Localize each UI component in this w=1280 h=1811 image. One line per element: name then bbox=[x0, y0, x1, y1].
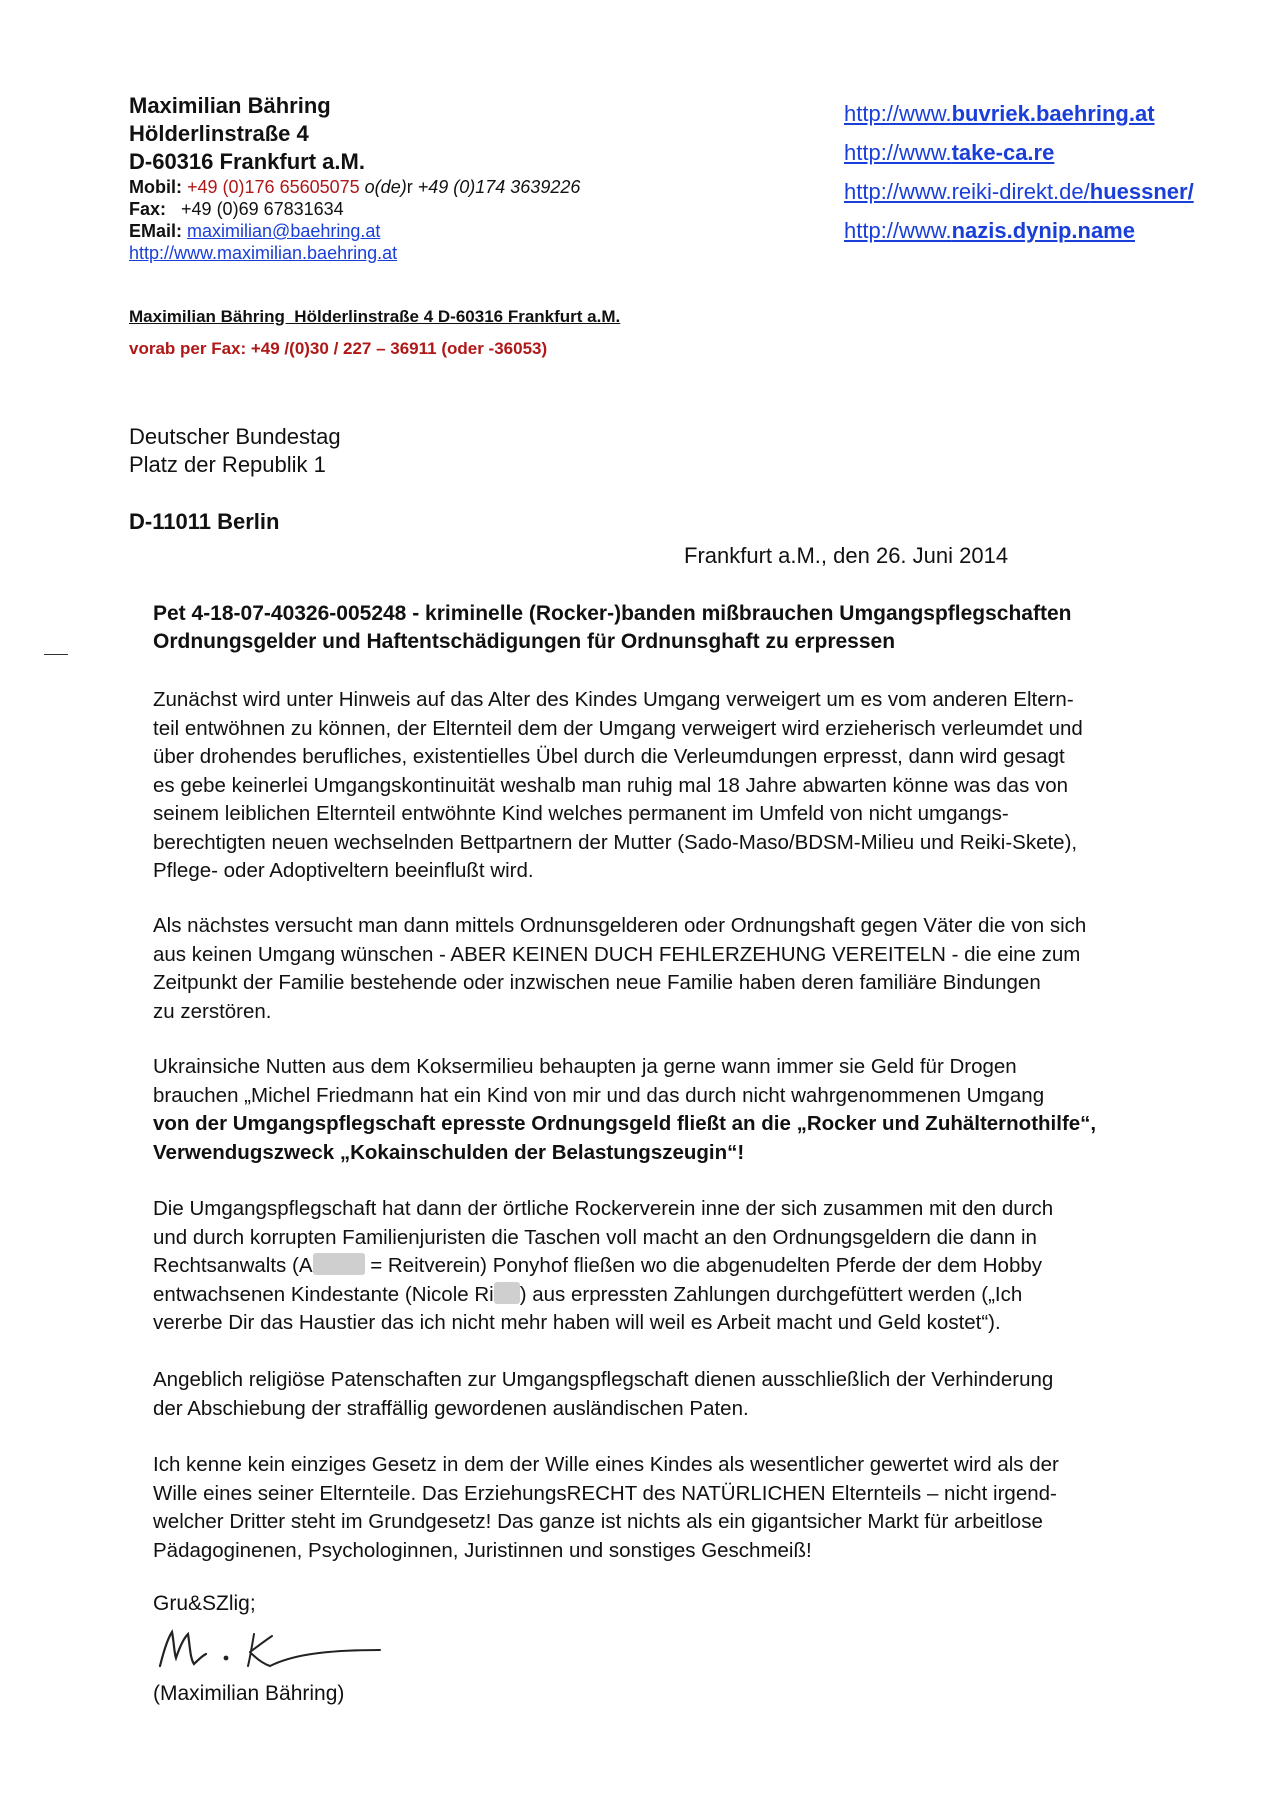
paragraph-6 bbox=[153, 1451, 1213, 1565]
text-line: aus keinen Umgang wünschen - ABER KEINEN DUCH FEHLERZEHUNG VEREITELN - die eine zum bbox=[153, 942, 1081, 966]
email-link[interactable]: maximilian@baehring.at bbox=[187, 221, 381, 241]
fax-number: +49 (0)69 67831634 bbox=[181, 199, 344, 219]
text-line: berechtigten neuen wechselnden Bettpartnern der Mutter (Sado-Maso/BDSM-Milieu und Reiki-Skete), bbox=[153, 830, 1078, 854]
link-item[interactable] bbox=[844, 179, 1194, 205]
text-fragment: = Reitverein) Ponyhof fließen wo die abgenudelten Pferde der dem Hobby bbox=[364, 1254, 1042, 1277]
mobil-number-2: +49 (0)174 3639226 bbox=[417, 177, 581, 197]
text-line: Die Umgangspflegschaft hat dann der örtliche Rockerverein inne der sich zusammen mit den durch bbox=[153, 1197, 1054, 1220]
sender-mobil-line bbox=[129, 176, 580, 198]
sender-name: Maximilian Bähring bbox=[129, 93, 331, 118]
subject-line1: Pet 4-18-07-40326-005248 - kriminelle (Rocker-)banden mißbrauchen Umgangspflegschaften bbox=[153, 602, 1072, 625]
paragraph-1 bbox=[153, 686, 1213, 886]
fold-mark bbox=[44, 654, 68, 655]
link-buvriek[interactable]: http://www.buvriek.baehring.at bbox=[844, 101, 1155, 126]
link-item[interactable] bbox=[844, 218, 1194, 244]
date-line: Frankfurt a.M., den 26. Juni 2014 bbox=[684, 543, 1009, 568]
text-line: welcher Dritter steht im Grundgesetz! Das ganze ist nichts als ein gigantsicher Markt für arbeitlose bbox=[153, 1510, 1043, 1533]
text-line: Ich kenne kein einziges Gesetz in dem der Wille eines Kindes als wesentlicher gewertet wird als der bbox=[153, 1453, 1059, 1476]
sender-email-line bbox=[129, 220, 580, 242]
text-line: Pädagoginenen, Psychologinnen, Juristinnen und sonstiges Geschmeiß! bbox=[153, 1538, 812, 1562]
fax-advance: vorab per Fax: +49 /(0)30 / 227 – 36911 (oder -36053) bbox=[129, 339, 548, 358]
paragraph-3 bbox=[153, 1053, 1213, 1167]
link-item[interactable] bbox=[844, 101, 1194, 127]
text-line: zu zerstören. bbox=[153, 999, 272, 1023]
text-line bbox=[153, 1281, 1213, 1310]
link-item[interactable] bbox=[844, 140, 1194, 166]
email-label: EMail: bbox=[129, 221, 183, 241]
mobil-number-1: +49 (0)176 65605075 bbox=[187, 177, 360, 197]
handwritten-signature bbox=[150, 1620, 390, 1676]
sender-website-line bbox=[129, 242, 580, 264]
recipient-line2: Platz der Republik 1 bbox=[129, 452, 326, 477]
text-line: Ukrainsiche Nutten aus dem Koksermilieu behaupten ja gerne wann immer sie Geld für Drogen bbox=[153, 1055, 1017, 1078]
sender-block bbox=[129, 92, 580, 264]
text-line bbox=[153, 1252, 1213, 1281]
fax-label: Fax: bbox=[129, 199, 167, 219]
text-line: Als nächstes versucht man dann mittels Ordnunsgelderen oder Ordnungshaft gegen Väter die von sich bbox=[153, 914, 1087, 937]
subject-line2: Ordnungsgelder und Haftentschädigungen für Ordnunsghaft zu erpressen bbox=[153, 630, 896, 653]
text-line: und durch korrupten Familienjuristen die Taschen voll macht an den Ordnungsgeldern die dann in bbox=[153, 1225, 1037, 1249]
sender-fax-line bbox=[129, 198, 580, 220]
paragraph-4 bbox=[153, 1195, 1213, 1338]
text-line: Angeblich religiöse Patenschaften zur Umgangspflegschaft dienen ausschließlich der Verhinderung bbox=[153, 1368, 1054, 1391]
text-line: vererbe Dir das Haustier das ich nicht mehr haben will weil es Arbeit macht und Geld kostet“). bbox=[153, 1311, 1001, 1334]
website-link[interactable]: http://www.maximilian.baehring.at bbox=[129, 243, 398, 263]
link-take-care[interactable]: http://www.take-ca.re bbox=[844, 140, 1055, 165]
text-line: Wille eines seiner Elternteile. Das ErziehungsRECHT des NATÜRLICHEN Elternteils – nicht irgend- bbox=[153, 1481, 1057, 1505]
mobil-label: Mobil: bbox=[129, 177, 182, 197]
text-fragment: entwachsenen Kindestante (Nicole Ri bbox=[153, 1282, 494, 1306]
text-fragment: ) aus erpressten Zahlungen durchgefüttert werden („Ich bbox=[519, 1282, 1023, 1306]
link-nazis[interactable]: http://www.nazis.dynip.name bbox=[844, 218, 1135, 243]
redaction-mark bbox=[494, 1282, 520, 1304]
text-line: Pflege- oder Adoptiveltern beeinflußt wird. bbox=[153, 859, 534, 882]
subject bbox=[153, 600, 1071, 656]
mobil-sep-1: o(de) bbox=[364, 177, 407, 197]
text-line-bold: Verwendugszweck „Kokainschulden der Belastungszeugin“! bbox=[153, 1140, 745, 1164]
recipient-line1: Deutscher Bundestag bbox=[129, 424, 341, 449]
text-line-bold: von der Umgangspflegschaft epresste Ordnungsgeld fließt an die „Rocker und Zuhälternothilfe“, bbox=[153, 1112, 1097, 1135]
recipient-city: D-11011 Berlin bbox=[129, 509, 280, 534]
return-address: Maximilian Bähring Hölderlinstraße 4 D-60316 Frankfurt a.M. bbox=[129, 307, 621, 326]
text-line: über drohendes berufliches, existentielles Übel durch die Verleumdungen erpresst, dann wird gesagt bbox=[153, 745, 1065, 768]
text-fragment: Rechtsanwalts (A bbox=[153, 1254, 313, 1277]
closing: Gru&SZlig; bbox=[153, 1592, 256, 1615]
text-line: seinem leiblichen Elternteil entwöhnte Kind welches permanent im Umfeld von nicht umgangs- bbox=[153, 802, 1009, 825]
text-line: Zunächst wird unter Hinweis auf das Alter des Kindes Umgang verweigert um es vom anderen Eltern- bbox=[153, 688, 1074, 711]
text-line: brauchen „Michel Friedmann hat ein Kind von mir und das durch nicht wahrgenommenen Umgang bbox=[153, 1083, 1045, 1107]
mobil-sep-2: r bbox=[406, 177, 413, 197]
text-line: teil entwöhnen zu können, der Elternteil dem der Umgang verweigert wird erzieherisch verleumdet und bbox=[153, 716, 1083, 740]
sender-city: D-60316 Frankfurt a.M. bbox=[129, 149, 365, 174]
sender-street: Hölderlinstraße 4 bbox=[129, 121, 309, 146]
link-reiki[interactable]: http://www.reiki-direkt.de/huessner/ bbox=[844, 179, 1194, 204]
paragraph-2 bbox=[153, 912, 1213, 1026]
text-line: der Abschiebung der straffällig gewordenen ausländischen Paten. bbox=[153, 1396, 749, 1420]
signature-name: (Maximilian Bähring) bbox=[153, 1682, 345, 1705]
link-list bbox=[844, 101, 1194, 244]
recipient-block bbox=[129, 423, 341, 479]
text-line: Zeitpunkt der Familie bestehende oder inzwischen neue Familie haben deren familiäre Bindungen bbox=[153, 971, 1041, 994]
text-line: es gebe keinerlei Umgangskontinuität weshalb man ruhig mal 18 Jahre abwarten könne was das von bbox=[153, 773, 1069, 797]
redaction-mark bbox=[313, 1253, 365, 1275]
paragraph-5 bbox=[153, 1366, 1213, 1423]
